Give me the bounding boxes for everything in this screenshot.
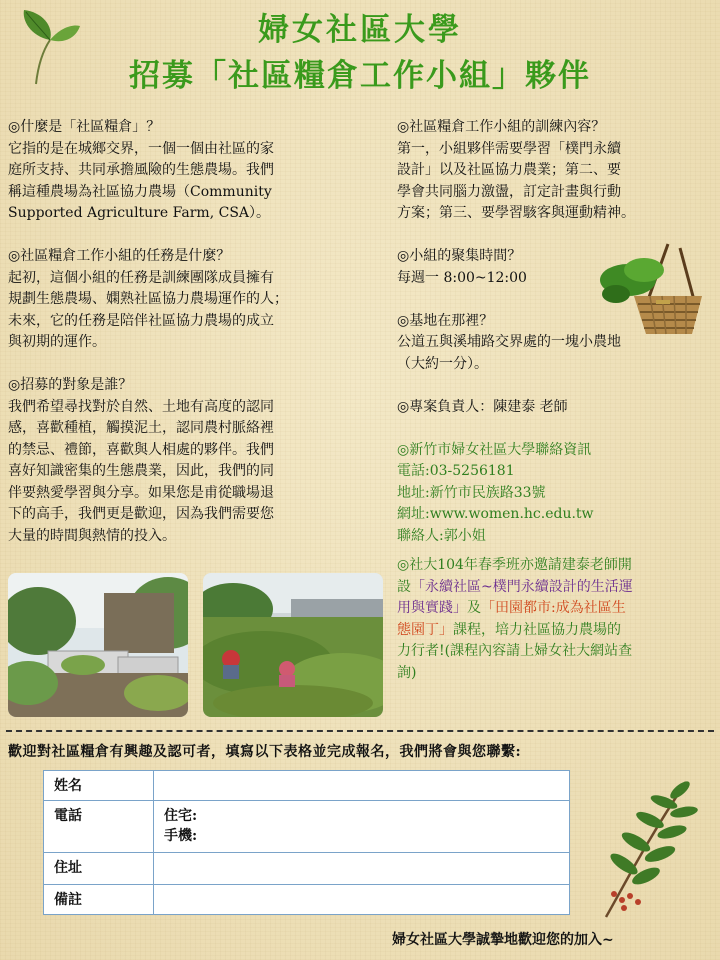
address-label: 住址: [44, 853, 154, 885]
course-note-end: 課程，培力社區協力農場的 力行者!(課程內容請上婦女社大網站查 詢): [397, 621, 633, 681]
course-name-1: 「永續社區~樸門永續設計的生活運 用與實踐」: [397, 578, 633, 616]
contact-website: 網址:www.women.hc.edu.tw: [397, 506, 594, 522]
meeting-time: 每週一 8:00~12:00: [397, 269, 527, 286]
left-column: [8, 117, 380, 547]
note-field[interactable]: [154, 885, 570, 915]
form-row: [44, 885, 570, 915]
section-body: 起初，這個小組的任務是訓練團隊成員擁有 規劃生態農場、嫻熟社區協力農場運作的人； 未來，它的任務是陪伴社區協力農場的成立 與初期的運作。: [8, 269, 288, 350]
training-question: ◎社區糧倉工作小組的訓練內容？: [397, 119, 606, 135]
field-photo: [203, 573, 383, 717]
training-body: 第一，小組夥伴需要學習「樸門永續 設計」以及社區協力農業；第二、要 學會共同腦力激盪，訂定計畫與行動 方案；第三、要學習駭客與運動精神。: [397, 140, 635, 221]
vegetable-basket-icon: [598, 240, 710, 340]
divider: [6, 730, 714, 732]
course-note: [397, 555, 715, 684]
contact-person: 聯絡人:郭小姐: [397, 527, 486, 544]
signup-form: [43, 770, 570, 915]
contact-title: ◎新竹市婦女社區大學聯絡資訊: [397, 441, 592, 458]
garden-photo: [8, 573, 188, 717]
phone-field[interactable]: [154, 801, 570, 853]
section-question: ◎社區糧倉工作小組的任務是什麼？: [8, 248, 231, 264]
course-note-and: 及: [467, 600, 481, 616]
name-label: 姓名: [44, 771, 154, 801]
form-row: [44, 801, 570, 853]
mobile-phone-label: 手機:: [164, 828, 198, 844]
contact-block: [397, 440, 715, 548]
contact-phone: 電話:03-5256181: [397, 463, 515, 479]
contact-address: 地址:新竹市民族路33號: [397, 484, 546, 501]
note-label: 備註: [44, 885, 154, 915]
page-title: 婦女社區大學: [258, 12, 462, 48]
course-name-2: 「田園都市:成為社區生 態園丁」: [397, 600, 626, 638]
base-location: 公道五與溪埔路交界處的一塊小農地 （大約一分）。: [397, 334, 621, 372]
project-lead: ◎專案負責人：陳建泰 老師: [397, 398, 568, 415]
course-note-intro: ◎社大104年春季班亦邀請建泰老師開 設: [397, 557, 632, 595]
address-field[interactable]: [154, 853, 570, 885]
form-row: [44, 771, 570, 801]
section-body: 它指的是在城鄉交界，一個一個由社區的家 庭所支持、共同承擔風險的生態農場。我們 稱這種農場為社區協力農場（Community Supported Agriculture Farm, CSA）。: [8, 140, 274, 221]
section-question: ◎招募的對象是誰？: [8, 377, 133, 393]
signup-invite: 歡迎對社區糧倉有興趣及認可者，填寫以下表格並完成報名，我們將會與您聯繫:: [8, 744, 522, 760]
page-subtitle: 招募「社區糧倉工作小組」夥伴: [129, 58, 591, 94]
meeting-question: ◎小組的聚集時間？: [397, 248, 522, 264]
closing-message: 婦女社區大學誠摯地歡迎您的加入~: [392, 932, 614, 948]
section-question: ◎什麼是「社區糧倉」？: [8, 119, 161, 135]
home-phone-label: 住宅:: [164, 808, 198, 824]
base-question: ◎基地在那裡？: [397, 312, 494, 329]
phone-label: 電話: [44, 801, 154, 853]
leafy-branch-icon: [586, 772, 706, 922]
form-row: [44, 853, 570, 885]
name-field[interactable]: [154, 771, 570, 801]
section-body: 我們希望尋找對於自然、土地有高度的認同 感，喜歡種植，觸摸泥土，認同農村脈絡裡 的禁忌、禮節，喜歡與人相處的夥伴。我們 喜好知識密集的生態農業，因此，我們的同 伴要熱愛學習與分享。如果您是甫從職場退 下的高手，我們更是歡迎，因為我們需要您 大量的時間與熱情的投入。: [8, 398, 274, 544]
right-column: [397, 117, 715, 684]
